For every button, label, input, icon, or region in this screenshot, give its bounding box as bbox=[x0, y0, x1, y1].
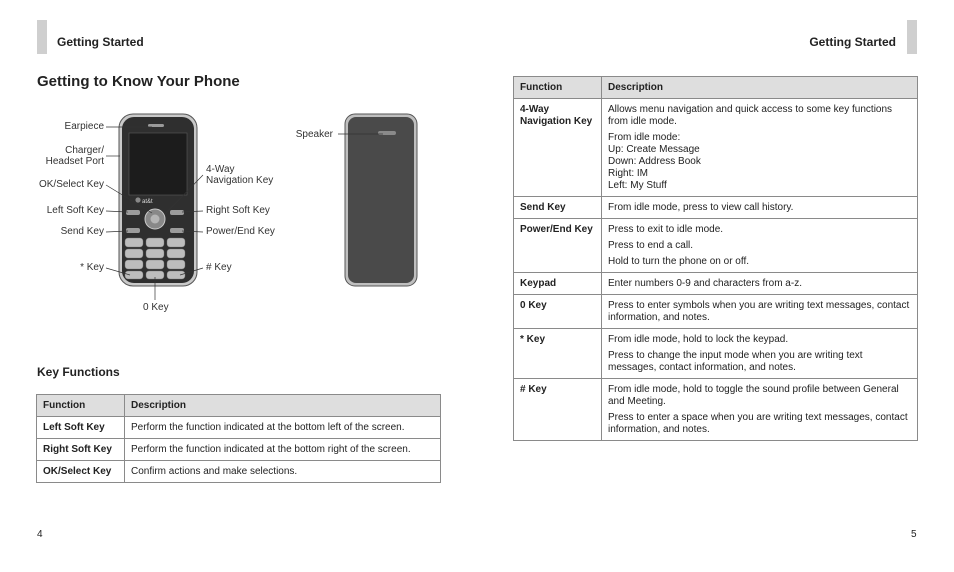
function-cell: 0 Key bbox=[514, 295, 602, 329]
description-cell: Enter numbers 0-9 and characters from a-z. bbox=[602, 273, 918, 295]
function-cell: OK/Select Key bbox=[37, 461, 125, 483]
label-earpiece: Earpiece bbox=[64, 121, 104, 132]
label-star-key: * Key bbox=[80, 262, 104, 273]
description-cell: From idle mode, hold to lock the keypad. Press to change the input mode when you are writing text messages, contact information, and notes. bbox=[602, 329, 918, 379]
description-cell: Allows menu navigation and quick access to some key functions from idle mode. From idle mode: Up: Create Message Down: Address Book Right: IM Left: My Stuff bbox=[602, 99, 918, 197]
description-cell: Perform the function indicated at the bottom right of the screen. bbox=[125, 439, 441, 461]
description-cell: Press to enter symbols when you are writing text messages, contact information, and notes. bbox=[602, 295, 918, 329]
description-cell: From idle mode, press to view call history. bbox=[602, 197, 918, 219]
table-row bbox=[514, 329, 918, 379]
label-charger-headset-port: Charger/ Headset Port bbox=[45, 145, 104, 167]
function-cell: Power/End Key bbox=[514, 219, 602, 273]
table-row bbox=[37, 439, 441, 461]
page-number-right: 5 bbox=[911, 529, 917, 540]
table-row bbox=[514, 197, 918, 219]
label-zero-key: 0 Key bbox=[143, 302, 169, 313]
table-row bbox=[514, 379, 918, 441]
header-description: Description bbox=[602, 77, 918, 99]
description-cell: Press to exit to idle mode. Press to end a call. Hold to turn the phone on or off. bbox=[602, 219, 918, 273]
table-row bbox=[514, 295, 918, 329]
function-cell: Right Soft Key bbox=[37, 439, 125, 461]
description-cell: Perform the function indicated at the bottom left of the screen. bbox=[125, 417, 441, 439]
header-function: Function bbox=[37, 395, 125, 417]
section-title: Key Functions bbox=[37, 365, 120, 379]
table-header-row bbox=[514, 77, 918, 99]
table-row bbox=[37, 417, 441, 439]
header-description: Description bbox=[125, 395, 441, 417]
right-header-section: Getting Started bbox=[809, 35, 896, 49]
key-functions-table-right bbox=[513, 76, 918, 441]
key-functions-table-left bbox=[36, 394, 441, 483]
phone-brand-logo: at&t bbox=[142, 199, 153, 205]
description-cell: From idle mode, hold to toggle the sound profile between General and Meeting. Press to enter a space when you are writing text messages, contact information, and notes. bbox=[602, 379, 918, 441]
label-send-key: Send Key bbox=[60, 226, 104, 237]
function-cell: Send Key bbox=[514, 197, 602, 219]
table-header-row bbox=[37, 395, 441, 417]
page-number-left: 4 bbox=[37, 529, 43, 540]
description-cell: Confirm actions and make selections. bbox=[125, 461, 441, 483]
page-title: Getting to Know Your Phone bbox=[37, 73, 240, 90]
left-header-section: Getting Started bbox=[57, 35, 144, 49]
function-cell: 4-Way Navigation Key bbox=[514, 99, 602, 197]
table-row bbox=[514, 219, 918, 273]
function-cell: Left Soft Key bbox=[37, 417, 125, 439]
header-function: Function bbox=[514, 77, 602, 99]
label-speaker: Speaker bbox=[295, 129, 333, 140]
label-left-soft-key: Left Soft Key bbox=[46, 205, 104, 216]
table-row bbox=[37, 461, 441, 483]
function-cell: Keypad bbox=[514, 273, 602, 295]
label-power-end-key: Power/End Key bbox=[206, 226, 275, 237]
label-ok-select-key: OK/Select Key bbox=[38, 179, 104, 190]
label-4way-navigation-key: 4-Way Navigation Key bbox=[206, 164, 274, 186]
function-cell: * Key bbox=[514, 329, 602, 379]
table-row bbox=[514, 99, 918, 197]
table-row bbox=[514, 273, 918, 295]
function-cell: # Key bbox=[514, 379, 602, 441]
label-right-soft-key: Right Soft Key bbox=[206, 205, 270, 216]
label-hash-key: # Key bbox=[206, 262, 232, 273]
